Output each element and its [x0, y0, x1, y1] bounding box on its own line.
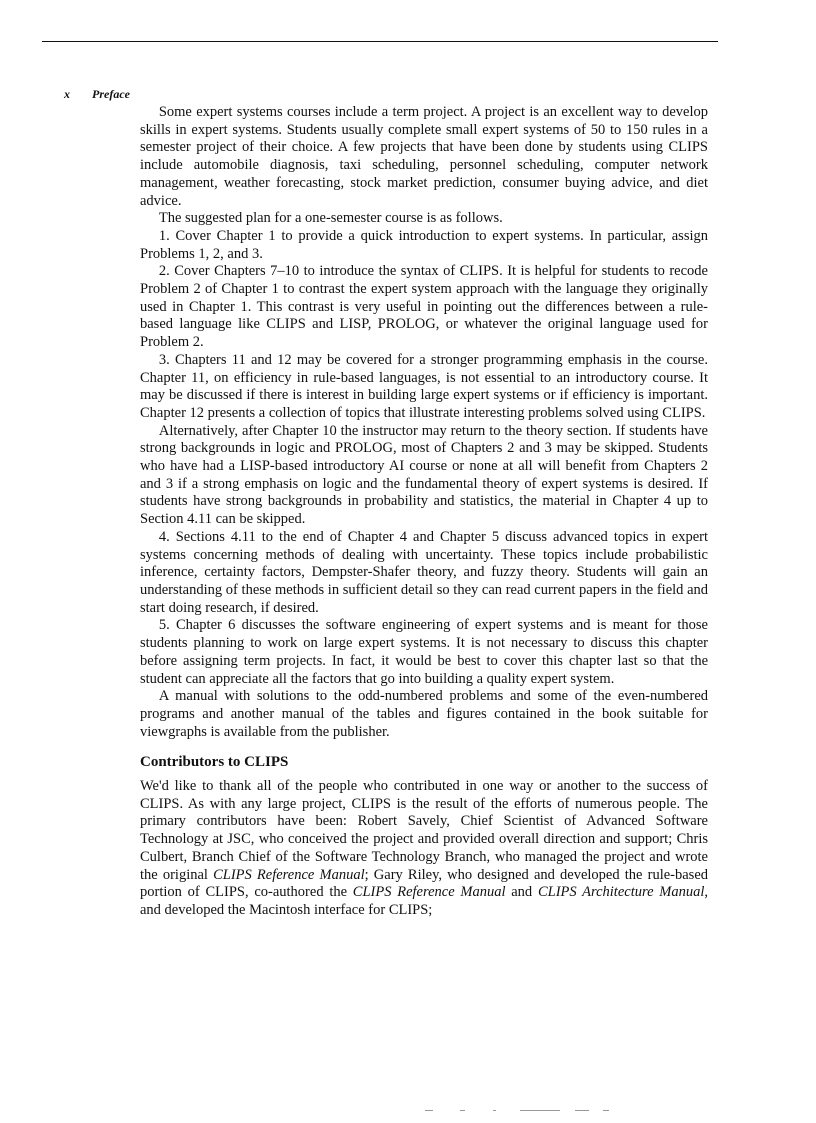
- book-title-architecture-manual: CLIPS Architecture Manual: [537, 884, 705, 901]
- paragraph-step-1: 1. Cover Chapter 1 to provide a quick introduction to expert systems. In particular, assign Problems 1, 2, and 3.: [140, 227, 708, 262]
- paragraph-step-5: 5. Chapter 6 discusses the software engineering of expert systems and is meant for those students planning to work on large expert systems. It is not necessary to discuss this chapter before assigning term projects. In fact, it would be best to cover this chapter last so that the student can appreciate all the factors that go into building a quality expert system.: [140, 617, 708, 687]
- contributors-text-1: We'd like to thank all of the people who contributed in one way or another to the success of CLIPS. As with any large project, CLIPS is the result of the efforts of numerous people. The primary contributors have been: Robert Savely, Chief Scientist of Advanced Software Technology at JSC, who conceived the project and provided overall direction and support; Chris Culbert, Branch Chief of the Software Technology Branch, who managed the project and wrote the original: [140, 778, 708, 883]
- contributors-text-2: ; Gary Riley, who designed and developed the rule-based portion of CLIPS, co-authored the: [140, 866, 709, 901]
- paragraph-step-3: 3. Chapters 11 and 12 may be covered for a stronger programming emphasis in the course. Chapter 11, on efficiency in rule-based languages, is not essential to an introductory course. It may be discussed if there is interest in building large expert systems or if efficiency is important. Chapter 12 presents a collection of topics that illustrate interesting problems solved using CLIPS.: [140, 351, 708, 421]
- page-number: x: [64, 87, 70, 101]
- body-text: [140, 104, 708, 920]
- paragraph-step-4: 4. Sections 4.11 to the end of Chapter 4 and Chapter 5 discuss advanced topics in expert systems concerning methods of dealing with uncertainty. These topics include probabilistic inference, certainty factors, Dempster-Shafer theory, and fuzzy theory. Students will gain an understanding of these methods in sufficient detail so they can read current papers in the field and start doing research, if desired.: [140, 528, 708, 616]
- paragraph-term-project: Some expert systems courses include a term project. A project is an excellent way to develop skills in expert systems. Students usually complete small expert systems of 50 to 150 rules in a semester project of their choice. A few projects that have been done by students using CLIPS include automobile diagnosis, taxi scheduling, personnel scheduling, computer network management, weather forecasting, stock market prediction, consumer buying advice, and diet advice.: [140, 104, 708, 209]
- book-title-reference-manual-2: CLIPS Reference Manual: [352, 884, 506, 901]
- paragraph-contributors: [140, 778, 708, 920]
- section-heading: Contributors to CLIPS: [140, 754, 289, 771]
- paragraph-alternatively: Alternatively, after Chapter 10 the instructor may return to the theory section. If students have strong backgrounds in logic and PROLOG, most of Chapters 2 and 3 may be skipped. Students who have had a LISP-based introductory AI course or none at all will benefit from Chapters 2 and 3 if a strong emphasis on logic and the fundamental theory of expert systems is desired. If students have strong backgrounds in probability and statistics, the material in Chapter 4 up to Section 4.11 can be skipped.: [140, 422, 708, 528]
- scan-noise: [425, 1110, 615, 1114]
- contributors-text-4: , and developed the Macintosh interface for CLIPS;: [140, 884, 708, 918]
- running-header: [42, 42, 718, 101]
- running-title: Preface: [92, 87, 130, 101]
- book-title-reference-manual: CLIPS Reference Manual: [213, 866, 365, 883]
- paragraph-plan-intro: The suggested plan for a one-semester course is as follows.: [158, 210, 503, 227]
- paragraph-step-2: 2. Cover Chapters 7–10 to introduce the syntax of CLIPS. It is helpful for students to recode Problem 2 of Chapter 1 to contrast the expert system approach with the language they originally used in Chapter 1. This contrast is very useful in pointing out the differences between a rule-based language like CLIPS and LISP, PROLOG, or whatever the original language used for Problem 2.: [140, 263, 708, 351]
- contributors-text-3: and: [505, 884, 538, 901]
- paragraph-manual: A manual with solutions to the odd-numbered problems and some of the even-numbered programs and another manual of the tables and figures contained in the book suitable for viewgraphs is available from the publisher.: [140, 688, 708, 740]
